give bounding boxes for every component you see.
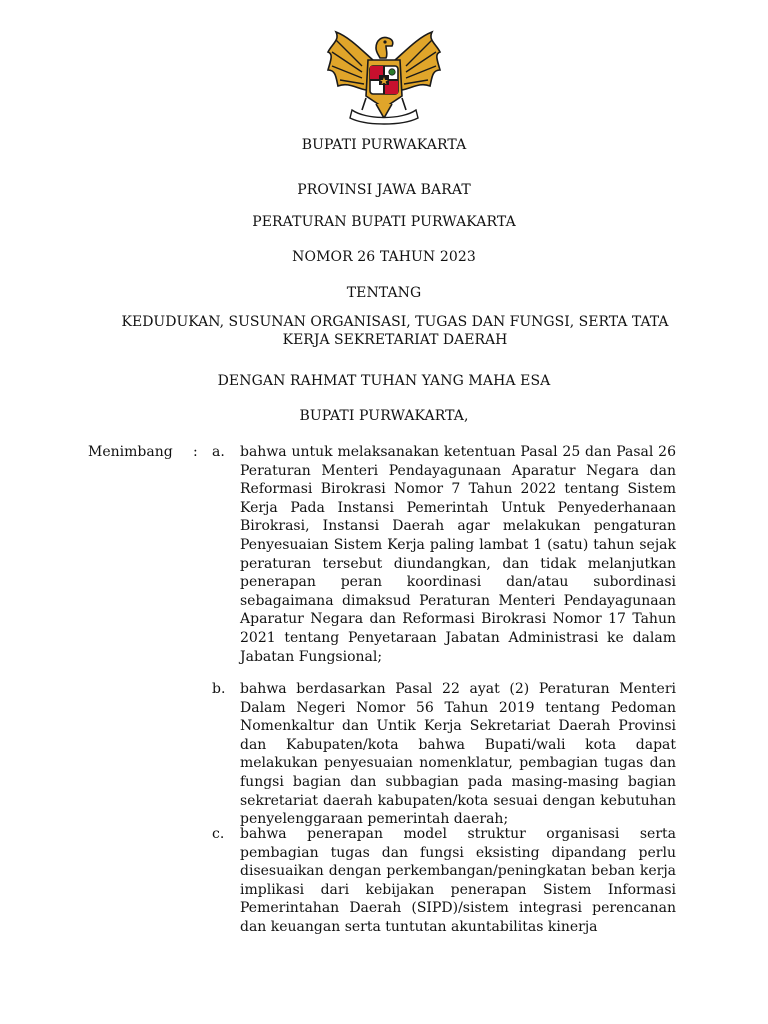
item-b-marker: b.	[212, 681, 226, 697]
item-c-text: bahwa penerapan model struktur organisasi serta pembagian tugas dan fungsi eksisting dipandang perlu disesuaikan dengan perkembangan/peningkatan beban kerja implikasi dari kebijakan penerapan Sistem Informasi Pemerintahan Daerah (SIPD)/sistem integrasi perencanan dan keuangan serta tuntutan akuntabilitas kinerja	[240, 826, 676, 935]
garuda-emblem-icon	[322, 26, 446, 130]
regulation-number: NOMOR 26 TAHUN 2023	[292, 249, 476, 265]
menimbang-label: Menimbang	[88, 444, 173, 460]
regulation-heading: PERATURAN BUPATI PURWAKARTA	[252, 214, 516, 230]
menimbang-colon: :	[193, 444, 198, 460]
regent-heading: BUPATI PURWAKARTA	[301, 137, 467, 153]
tentang-heading: TENTANG	[346, 285, 422, 301]
item-a-text: bahwa untuk melaksanakan ketentuan Pasal 25 dan Pasal 26 Peraturan Menteri Pendayagunaan Aparatur Negara dan Reformasi Birokrasi Nomor 7 Tahun 2022 tentang Sistem Kerja Pada Instansi Pemerintah Untuk Penyederhanaan Birokrasi, Instansi Daerah agar melakukan pengaturan Penyesuaian Sistem Kerja paling lambat 1 (satu) tahun sejak peraturan tersebut diundangkan, dan tidak melanjutkan penerapan peran koordinasi dan/atau subordinasi sebagaimana dimaksud Peraturan Menteri Pendayagunaan Aparatur Negara dan Reformasi Birokrasi Nomor 17 Tahun 2021 tentang Penyetaraan Jabatan Administrasi ke dalam Jabatan Fungsional;	[240, 444, 676, 665]
regent-greeting: BUPATI PURWAKARTA,	[299, 408, 469, 424]
item-a-marker: a.	[212, 444, 225, 460]
regulation-title-line1: KEDUDUKAN, SUSUNAN ORGANISASI, TUGAS DAN FUNGSI, SERTA TATA	[121, 314, 669, 330]
item-c-marker: c.	[212, 826, 225, 842]
item-b-text: bahwa berdasarkan Pasal 22 ayat (2) Peraturan Menteri Dalam Negeri Nomor 56 Tahun 2019 tentang Pedoman Nomenkaltur dan Untik Kerja Sekretariat Daerah Provinsi dan Kabupaten/kota bahwa Bupati/wali kota dapat melakukan penyesuaian nomenklatur, pembagian tugas dan fungsi bagian dan subbagian pada masing-masing bagian sekretariat daerah kabupaten/kota sesuai dengan kebutuhan penyelenggaraan pemerintah daerah;	[240, 681, 676, 828]
province-heading: PROVINSI JAWA BARAT	[297, 182, 471, 198]
regulation-title-line2: KERJA SEKRETARIAT DAERAH	[282, 332, 508, 348]
regulation-title	[100, 313, 690, 349]
invocation-line: DENGAN RAHMAT TUHAN YANG MAHA ESA	[217, 373, 551, 389]
